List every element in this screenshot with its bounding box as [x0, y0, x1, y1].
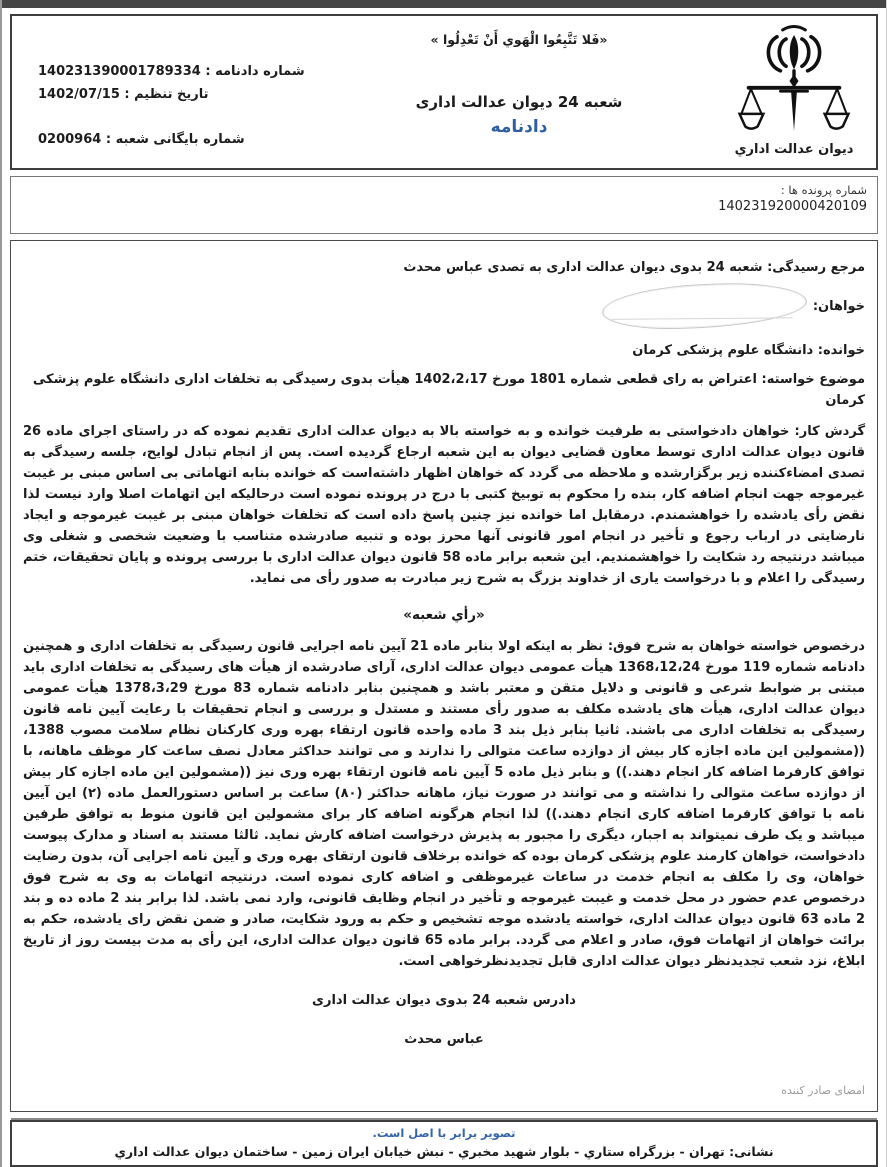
branch-title: شعبه 24 دیوان عدالت اداری — [415, 93, 623, 111]
document-header — [10, 14, 878, 170]
issue-date-line — [38, 83, 312, 106]
quran-verse: «فَلا تَتَّبِعُوا الْهَوي أَنْ تَعْدِلُوا » — [430, 32, 608, 47]
issue-date-value: 1402/07/15 — [38, 87, 120, 102]
header-center — [322, 16, 716, 168]
case-files-label: شماره پرونده ها : — [780, 183, 867, 197]
org-name: دیوان عدالت اداري — [734, 142, 854, 157]
archive-number-value: 0200964 — [38, 132, 102, 147]
verdict-number-label: شماره دادنامه : — [205, 64, 305, 79]
scales-of-justice-icon — [735, 22, 853, 140]
plaintiff-label: خواهان: — [812, 298, 865, 314]
verdict-paragraph: درخصوص خواسته خواهان به شرح فوق: نظر به اینکه اولا بنابر ماده 21 آیین نامه اجرایی قانون رسیدگی به تخلفات اداری و همچنین دادنامه شماره 119 مورخ 1368،12،24 هیأت عمومی دیوان عدالت اداری، آرای صادرشده از هیأت های رسیدگی به تخلفات اداری باید مبتنی بر ضوابط شرعی و قانونی و دلایل متقن و معتبر باشد و همچنین بنابر دادنامه شماره 83 مورخ 1378،3،29 هیأت عمومی دیوان عدالت اداری، هیأت های یادشده مکلف به صدور رأی مستند و مستدل و بررسی و انجام تحقیقات با رعایت آیین نامه قانون رسیدگی به تخلفات اداری می باشند. ثانیا بنابر ذیل بند 3 ماده واحده قانون ارتقاء بهره وری کارکنان نظام سلامت مصوب 1388، ((مشمولین این ماده اجازه کار بیش از دوازده ساعت متوالی را ندارند و می توانند حداکثر معادل نصف ساعت کار موظف ماهانه، با توافق کارفرما اضافه کار انجام دهند.)) و بنابر ذیل ماده 5 آیین نامه قانون ارتقاء بهره وری نیز ((مشمولین این ماده اجازه کار بیش از دوازده ساعت متوالی را نداشته و می توانند در صورت نیاز، ماهانه حداکثر (۸۰) ساعت بر اساس دستورالعمل ماده (۲) این آیین نامه با توافق کارفرما اضافه کاری انجام دهند.)) لذا انجام هرگونه اضافه کار برای مشمولین این قانون منوط به توافق طرفین میباشد و یک طرف نمیتواند به اجبار، دیگری را مجبور به پذیرش درخواست اضافه کارش نماید. ثالثا مستند به اسناد و مدارک پیوست دادخواست، خواهان کارمند علوم پزشکی کرمان بوده که خوانده برخلاف قانون ارتقای بهره وری و آیین نامه اجرایی آن، بدون رضایت خواهان، وی را مکلف به انجام خدمت در ساعات غیرموظفی و اضافه کاری نموده است. درنتیجه اتهامات به وی به شرح فوق درخصوص عدم حضور در محل خدمت و غیبت غیرموجه و تأخیر در انجام وظایف قانونی، وارد نمی باشد. لذا برابر بند 2 ماده ده و بند 2 ماده 63 قانون دیوان عدالت اداری، خواسته یادشده موجه تشخیص و حکم به ورود شکایت، صادر و ضمن نقض رای یادشده، حکم به برائت خواهان از اتهامات فوق، صادر و اعلام می گردد. برابر ماده 65 قانون دیوان عدالت اداری، این رأی به مدت بیست روز از تاریخ ابلاغ، نزد شعب تجدیدنظر دیوان عدالت اداری قابل تجدیدنظرخواهی است. — [23, 639, 866, 969]
procedure-paragraph: گردش کار: خواهان دادخواستی به طرفیت خوانده و به خواسته بالا به دیوان عدالت اداری تقدیم نموده که در راستای اجرای ماده 26 قانون دیوان عدالت اداری توسط معاون قضایی دیوان به این شعبه ارجاع گردیده است. پس از انجام تبادل لوایح، جلسه رسیدگی به تصدی امضاءکننده زیر برگزارشده و ملاحظه می گردد که خواهان اظهار داشته‌است که خوانده بنابه اتهاماتی بی اساس مبنی بر غیبت غیرموجه جهت انجام اضافه کار، بنده را محکوم به توبیخ کتبی با درج در پرونده نموده است درحالیکه این اتهامات اصلا وارد نیست لذا نقض رأی یادشده را خواهشمندم. درمقابل اما خوانده نیز چنین پاسخ داده است که تخلفات خواهان مبنی بر غیبت غیرموجه و ایجاد نارضایتی در ارباب رجوع و تأخیر در انجام امور قانونی آنها محرز بوده و تنبیه صادرشده متناسب با وضعیت شخصی و شغلی وی میباشد درنتیجه رد شکایت را خواهشمندیم. این شعبه برابر ماده 58 قانون دیوان عدالت اداری با بررسی پرونده و پایان تحقیقات، ختم رسیدگی را اعلام و با درخواست یاری از خداوند بزرگ به شرح زیر مبادرت به صدور رأی می نماید. — [23, 424, 865, 586]
issuer-signature-label: امضای صادر کننده — [781, 1084, 865, 1097]
document-footer — [10, 1120, 878, 1167]
verdict-number-value: 140231390001789334 — [38, 64, 201, 79]
redacted-plaintiff-name — [601, 280, 807, 331]
certified-copy-note: تصویر برابر با اصل است. — [372, 1126, 516, 1140]
archive-number-label: شماره بایگانی شعبه : — [105, 132, 245, 147]
issue-date-label: تاریخ تنظیم : — [124, 87, 209, 102]
verdict-section-title: «رأي شعبه» — [403, 607, 485, 623]
court-logo-block — [716, 16, 876, 168]
defendant-line: خوانده: دانشگاه علوم پزشکی کرمان — [632, 343, 865, 358]
archive-number-line — [38, 128, 312, 151]
case-number-box — [10, 176, 878, 234]
document-numbers — [12, 16, 322, 168]
judge-name: عباس محدث — [404, 1032, 484, 1047]
verdict-body — [10, 240, 878, 1112]
document-type-title: دادنامه — [490, 117, 548, 137]
scan-top-edge — [2, 0, 886, 8]
court-address: نشانی: تهران - بزرگراه ستاري - بلوار شهید مخبري - نبش خیابان ایران زمین - ساختمان دیوان عدالت اداري — [114, 1144, 774, 1159]
verdict-number-line — [38, 60, 312, 83]
hearing-authority: مرجع رسیدگی: شعبه 24 بدوی دیوان عدالت اداری به تصدی عباس محدث — [403, 260, 865, 275]
plaintiff-row — [23, 280, 865, 332]
judge-title: دادرس شعبه 24 بدوی دیوان عدالت اداری — [312, 993, 576, 1008]
case-file-number: 140231920000420109 — [718, 199, 867, 214]
claim-subject: موضوع خواسته: اعتراض به رای قطعی شماره 1801 مورخ 1402،2،17 هیأت بدوی رسیدگی به تخلفات اداری دانشگاه علوم پزشکی کرمان — [32, 372, 865, 408]
